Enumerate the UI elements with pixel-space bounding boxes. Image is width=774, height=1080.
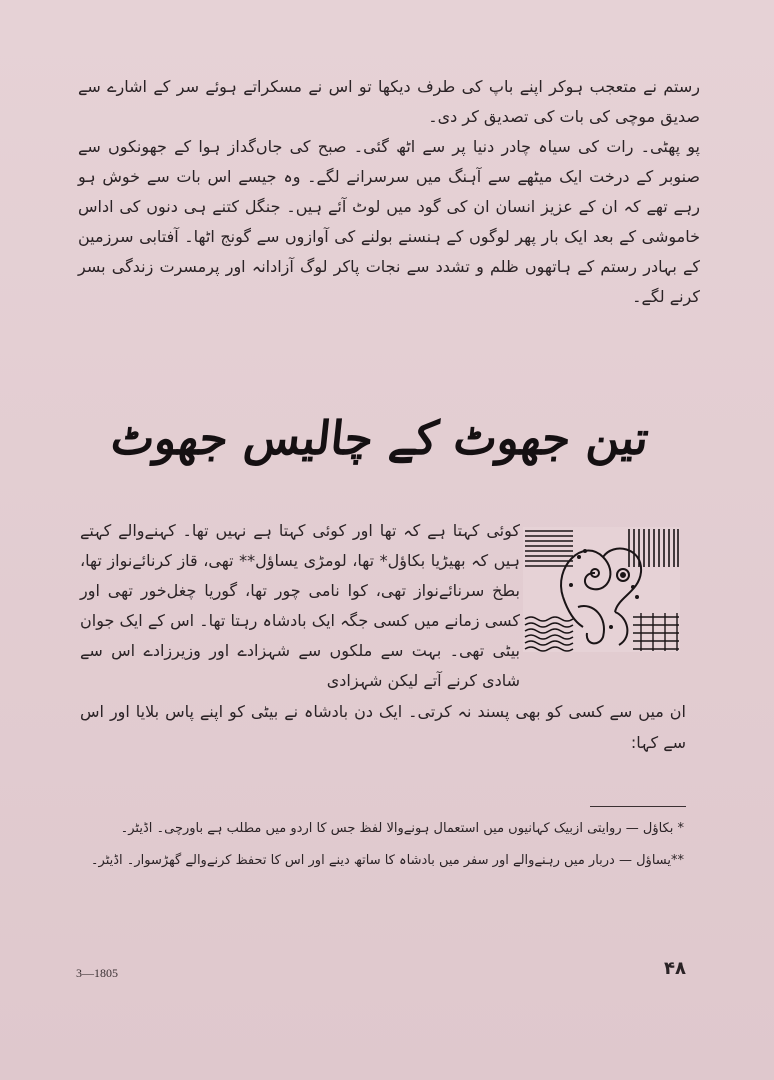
footnote-yasawal: **یساؤل — دربار میں رہنےوالے اور سفر میں بادشاہ کا ساتھ دینے اور اس کا تحفظ کرنےوالے گھڑسوار۔ اڈیٹر۔ <box>90 853 684 868</box>
intro-text-block <box>78 72 700 312</box>
paragraph-rustam-smile: رستم نے متعجب ہوکر اپنے باپ کی طرف دیکھا تو اس نے مسکراتے ہوئے سر کے اشارے سے صدیق موچی کی بات کی تصدیق کر دی۔ <box>78 77 700 126</box>
footnote-bakawal: * بکاؤل — روایتی ازبیک کہانیوں میں استعمال ہونےوالا لفظ جس کا اردو میں مطلب ہے باورچی۔ اڈیٹر۔ <box>120 821 684 836</box>
footnote-divider <box>590 806 686 807</box>
paragraph-dawn: پو پھٹی۔ رات کی سیاہ چادر دنیا پر سے اٹھ گئی۔ صبح کی جاں‌گداز ہوا کے جھونکوں سے صنوبر کے درخت ایک میٹھے سے آہنگ میں سرسرانے لگے۔ وہ جیسے اس بات سے خوش ہو رہے تھے کہ ان کے عزیز انسان ان کی گود میں لوٹ آئے ہیں۔ جنگل کتنے ہی دنوں کی اداس خاموشی کے بعد ایک بار پھر لوگوں کے ہنسنے بولنے کی آوازوں سے گونج اٹھا۔ آفتابی سرزمین کے بہادر رستم کے ہاتھوں ظلم و تشدد سے نجات پاکر لوگ آزادانہ اور پرمسرت زندگی بسر کرنے لگے۔ <box>78 137 700 306</box>
story-paragraph-b: ان میں سے کسی کو بھی پسند نہ کرتی۔ ایک دن بادشاہ نے بیٹی کو اپنے پاس بلایا اور اس سے کہا: <box>80 702 686 752</box>
printer-code: 3—1805 <box>76 966 118 980</box>
page-number: ۴۸ <box>664 958 686 979</box>
decorative-illustration <box>523 527 680 652</box>
story-paragraph-a: کوئی کہتا ہے کہ تھا اور کوئی کہتا ہے نہیں تھا۔ کہنےوالے کہتے ہیں کہ بھیڑیا بکاؤل* تھا، لومڑی یساؤل** تھی، قاز کرنائےنواز تھا، بطخ سرنائےنواز تھی، کوا نامی چور تھا، گوریا چغل‌خور تھی اور کسی زمانے میں کسی جگہ ایک بادشاہ رہتا تھا۔ اس کے ایک جوان بیٹی تھی۔ بہت سے ملکوں سے شہزادے اور وزیرزادے اس سے شادی کرنے آتے لیکن شہزادی <box>80 521 520 690</box>
story-opening-text <box>80 516 520 696</box>
story-continuation-text <box>80 696 686 758</box>
story-title: تین جھوٹ کے چالیس جھوٹ <box>108 411 652 465</box>
footnotes <box>78 815 684 879</box>
